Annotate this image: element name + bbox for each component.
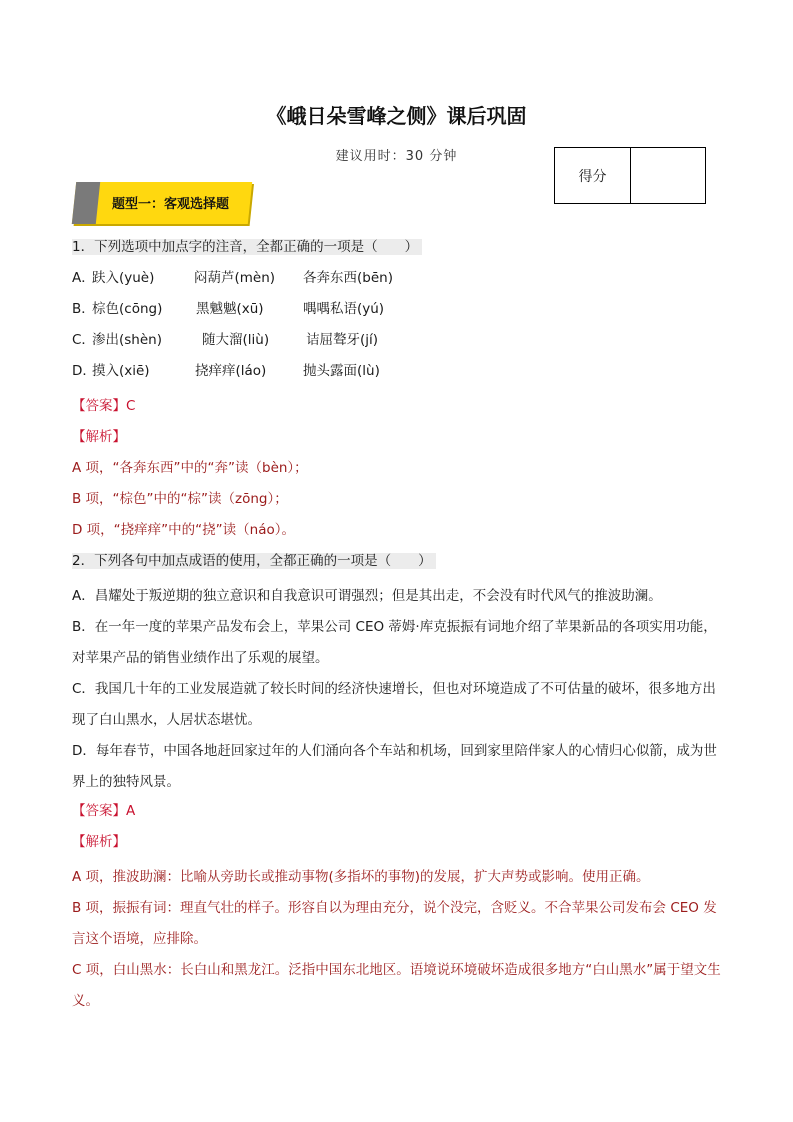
option-item: 棕色(cōng) [92, 301, 163, 317]
option-letter: C． [72, 332, 95, 348]
option-item: 黑魆魆(xū) [196, 301, 264, 317]
q1-analysis-a: A 项，“各奔东西”中的“奔”读（bèn）； [72, 460, 308, 476]
option-item: 渗出(shèn) [92, 332, 162, 348]
q2-answer: 【答案】A [72, 803, 136, 819]
q2-option-b: B．在一年一度的苹果产品发布会上，苹果公司 CEO 蒂姆·库克振振有词地介绍了苹果新品的各项实用功能，对苹果产品的销售业绩作出了乐观的展望。 [72, 619, 717, 666]
q1-option-a [72, 267, 724, 298]
q1-analysis-label: 【解析】 [72, 429, 126, 445]
option-letter: D． [72, 363, 96, 379]
option-item: 随大溜(liù) [202, 332, 270, 348]
q2-option-c: C．我国几十年的工业发展造就了较长时间的经济快速增长，但也对环境造成了不可估量的破坏，很多地方出现了白山黑水，人居状态堪忧。 [72, 681, 716, 728]
q1-analysis-d: D 项，“挠痒痒”中的“挠”读（náo）。 [72, 522, 296, 538]
option-item: 摸入(xiē) [92, 363, 150, 379]
option-item: 挠痒痒(láo) [195, 363, 267, 379]
q2-analysis-c: C 项，白山黑水：长白山和黑龙江。泛指中国东北地区。语境说环境破坏造成很多地方“白山黑水”属于望文生义。 [72, 962, 721, 1009]
question-content [72, 236, 724, 1017]
option-item: 诘屈聱牙(jí) [306, 332, 379, 348]
q2-stem: 2．下列各句中加点成语的使用，全都正确的一项是（ ） [72, 553, 436, 569]
q2-option-a: A．昌耀处于叛逆期的独立意识和自我意识可谓强烈；但是其出走，不会没有时代风气的推波助澜。 [72, 588, 662, 604]
suggested-time: 建议用时：30 分钟 [335, 149, 458, 164]
banner-tab-decoration [72, 182, 100, 224]
q1-option-b [72, 298, 724, 329]
section-banner-label: 题型一：客观选择题 [112, 197, 230, 212]
q2-option-d: D．每年春节，中国各地赶回家过年的人们涌向各个车站和机场，回到家里陪伴家人的心情归心似箭，成为世界上的独特风景。 [72, 743, 717, 790]
option-item: 各奔东西(bēn) [303, 270, 393, 286]
q1-stem-line [72, 236, 724, 267]
score-box [554, 147, 706, 204]
option-item: 喁喁私语(yú) [303, 301, 385, 317]
option-letter: A． [72, 270, 95, 286]
score-label: 得分 [555, 148, 631, 203]
score-value-cell [631, 148, 705, 203]
q1-option-d [72, 360, 724, 391]
option-item: 抛头露面(lù) [303, 363, 380, 379]
q1-stem: 1．下列选项中加点字的注音，全都正确的一项是（ ） [72, 239, 422, 255]
q2-analysis-a: A 项，推波助澜：比喻从旁助长或推动事物(多指坏的事物)的发展，扩大声势或影响。使用正确。 [72, 869, 650, 885]
option-item: 趺入(yuè) [92, 270, 155, 286]
page-title: 《峨日朵雪峰之侧》课后巩固 [266, 104, 527, 128]
q1-option-c [72, 329, 724, 360]
q2-stem-line [72, 550, 724, 581]
q1-analysis-b: B 项，“棕色”中的“棕”读（zōng）； [72, 491, 288, 507]
q2-analysis-label: 【解析】 [72, 834, 126, 850]
option-item: 闷葫芦(mèn) [194, 270, 276, 286]
q1-answer: 【答案】C [72, 398, 136, 414]
option-letter: B． [72, 301, 95, 317]
q2-analysis-b: B 项，振振有词：理直气壮的样子。形容自以为理由充分，说个没完，含贬义。不合苹果公司发布会 CEO 发言这个语境，应排除。 [72, 900, 717, 947]
